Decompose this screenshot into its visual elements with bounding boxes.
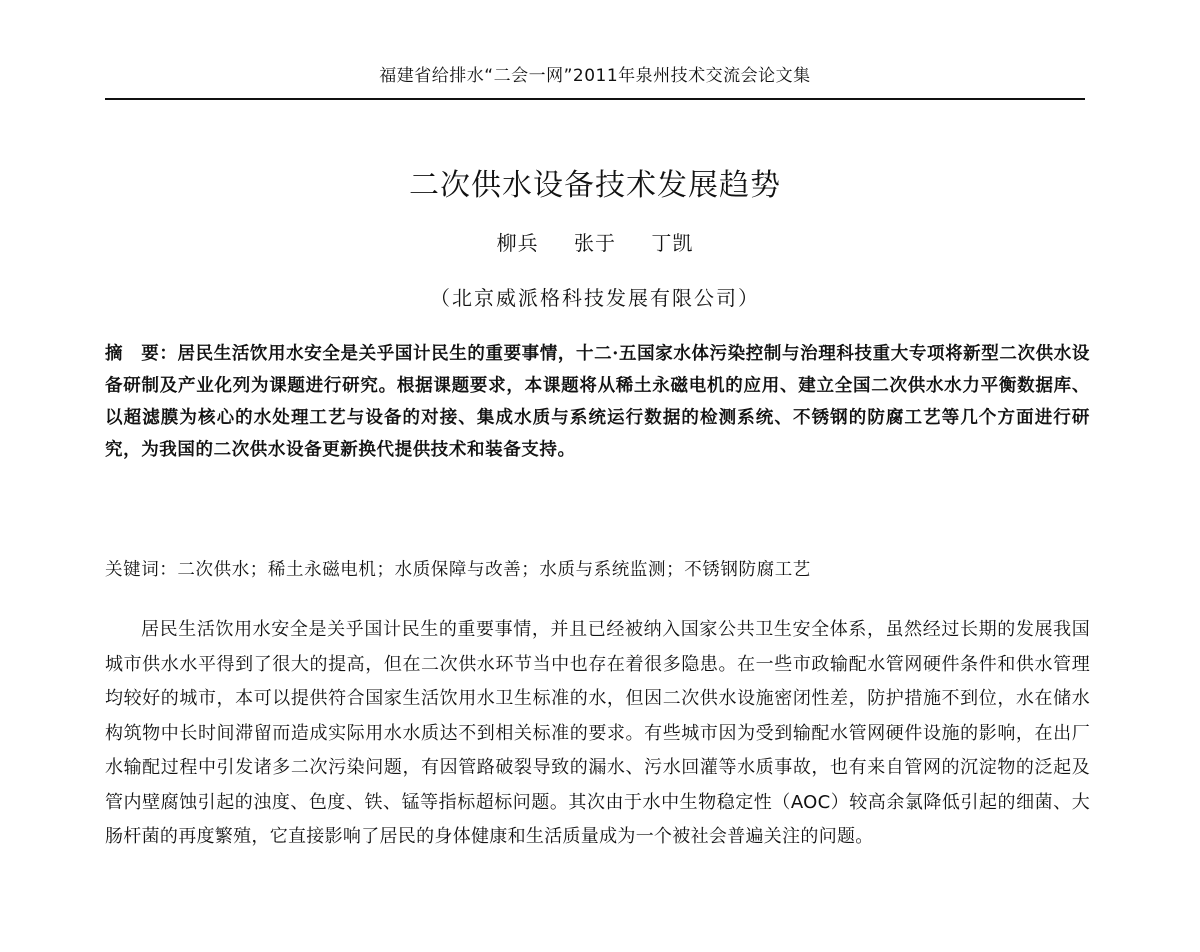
keywords-text: 二次供水；稀土永磁电机；水质保障与改善；水质与系统监测；不锈钢防腐工艺 <box>177 560 811 580</box>
author-name: 丁凯 <box>651 231 694 255</box>
body-paragraph: 居民生活饮用水安全是关乎国计民生的重要事情，并且已经被纳入国家公共卫生安全体系，虽然经过长期的发展我国城市供水水平得到了很大的提高，但在二次供水环节当中也存在着很多隐患。在一些市政输配水管网硬件条件和供水管理均较好的城市，本可以提供符合国家生活饮用水卫生标准的水，但因二次供水设施密闭性差，防护措施不到位，水在储水构筑物中长时间滞留而造成实际用水水质达不到相关标准的要求。有些城市因为受到输配水管网硬件设施的影响，在出厂水输配过程中引发诸多二次污染问题，有因管路破裂导致的漏水、污水回灌等水质事故，也有来自管网的沉淀物的泛起及管内壁腐蚀引起的浊度、色度、铁、锰等指标超标问题。其次由于水中生物稳定性（AOC）较高余氯降低引起的细菌、大肠杆菌的再度繁殖，它直接影响了居民的身体健康和生活质量成为一个被社会普遍关注的问题。 <box>105 619 1090 847</box>
header-rule <box>105 98 1085 100</box>
paper-title: 二次供水设备技术发展趋势 <box>409 168 781 203</box>
running-header: 福建省给排水“二会一网”2011年泉州技术交流会论文集 <box>379 66 811 86</box>
keywords <box>105 555 1090 585</box>
abstract <box>105 338 1090 466</box>
keywords-label: 关键词： <box>105 560 178 580</box>
author-name: 张于 <box>574 231 616 255</box>
author-list <box>105 228 1085 258</box>
abstract-text: 居民生活饮用水安全是关乎国计民生的重要事情，十二·五国家水体污染控制与治理科技重大专项将新型二次供水设备研制及产业化列为课题进行研究。根据课题要求，本课题将从稀土永磁电机的应用、建立全国二次供水水力平衡数据库、以超滤膜为核心的水处理工艺与设备的对接、集成水质与系统运行数据的检测系统、不锈钢的防腐工艺等几个方面进行研究，为我国的二次供水设备更新换代提供技术和装备支持。 <box>105 344 1090 460</box>
abstract-label: 摘 要： <box>105 344 178 364</box>
author-name: 柳兵 <box>496 231 539 255</box>
affiliation: （北京威派格科技发展有限公司） <box>430 286 760 310</box>
